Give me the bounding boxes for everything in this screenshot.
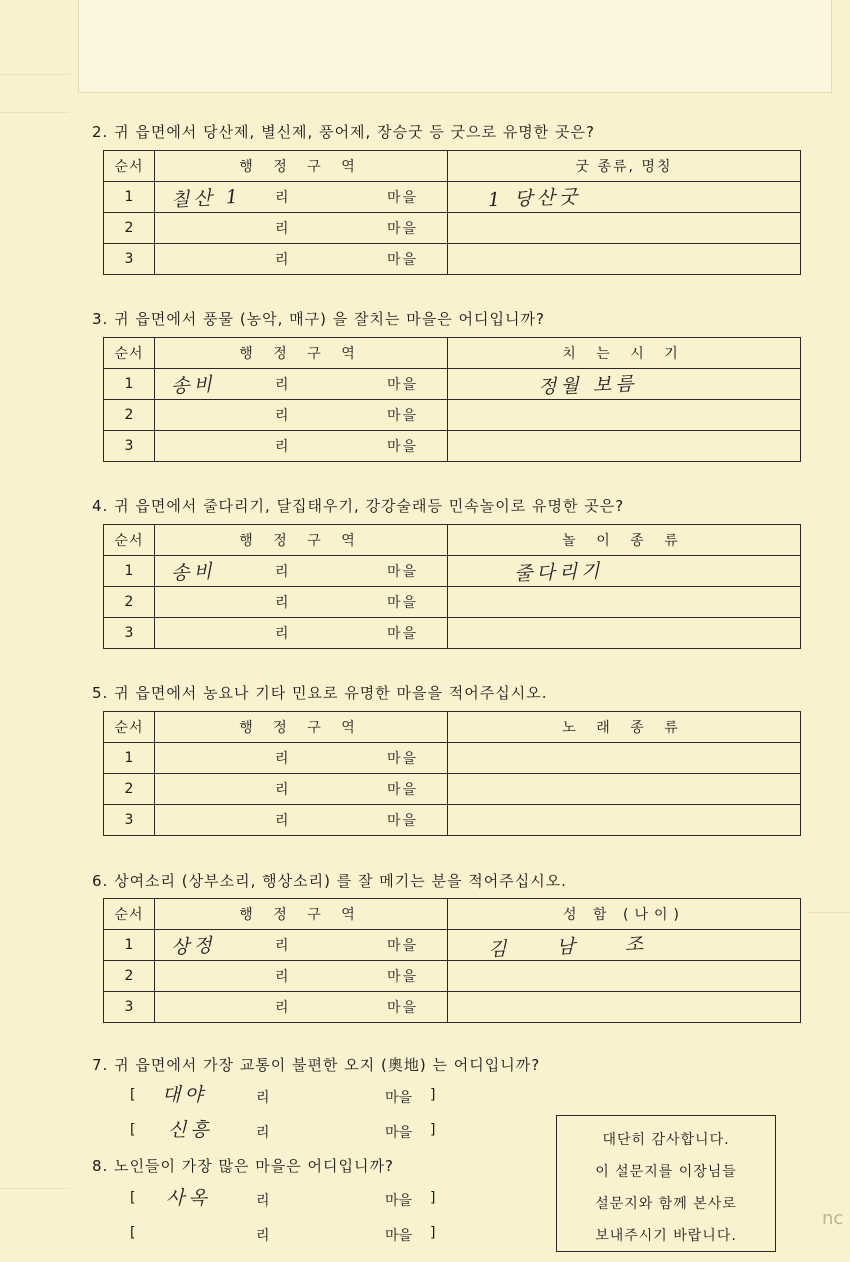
gut-type-header: 굿 종류, 명칭 xyxy=(448,151,801,182)
maeul-label: 마을 xyxy=(387,190,419,206)
table-row xyxy=(104,930,801,961)
table-row xyxy=(104,400,801,431)
ri-label: 리 xyxy=(256,1090,270,1106)
handwritten-answer: 1 당산굿 xyxy=(487,185,582,212)
maeul-label: 마을 xyxy=(387,751,419,767)
area-header: 행 정 구 역 xyxy=(155,525,448,556)
area-cell[interactable] xyxy=(155,431,448,462)
bracket-open: [ xyxy=(130,1190,136,1206)
row-number: 2 xyxy=(104,774,155,805)
table-row xyxy=(104,743,801,774)
table-row xyxy=(104,182,801,213)
answer-cell[interactable] xyxy=(448,805,801,836)
area-cell[interactable] xyxy=(155,244,448,275)
maeul-label: 마을 xyxy=(387,813,419,829)
area-header: 행 정 구 역 xyxy=(155,712,448,743)
maeul-label: 마을 xyxy=(385,1228,413,1244)
row-number: 3 xyxy=(104,618,155,649)
maeul-label: 마을 xyxy=(387,969,419,985)
maeul-label: 마을 xyxy=(385,1090,413,1106)
maeul-label: 마을 xyxy=(387,252,419,268)
answer-cell[interactable] xyxy=(448,587,801,618)
song-type-header: 노 래 종 류 xyxy=(448,712,801,743)
order-header: 순서 xyxy=(104,525,155,556)
question-2-table xyxy=(103,150,801,275)
area-header: 행 정 구 역 xyxy=(155,899,448,930)
question-5-title: 5. 귀 읍면에서 농요나 기타 민요로 유명한 마을을 적어주십시오. xyxy=(92,684,548,702)
table-row xyxy=(104,618,801,649)
bracket-open: [ xyxy=(130,1225,136,1241)
order-header: 순서 xyxy=(104,899,155,930)
ri-label: 리 xyxy=(275,595,289,611)
maeul-label: 마을 xyxy=(385,1125,413,1141)
ruled-line xyxy=(0,74,70,75)
row-number: 3 xyxy=(104,992,155,1023)
question-4-table xyxy=(103,524,801,649)
maeul-label: 마을 xyxy=(387,221,419,237)
row-number: 3 xyxy=(104,805,155,836)
question-3-table xyxy=(103,337,801,462)
table-row xyxy=(104,587,801,618)
answer-cell[interactable] xyxy=(448,930,801,961)
area-cell[interactable] xyxy=(155,556,448,587)
question-4-title: 4. 귀 읍면에서 줄다리기, 달집태우기, 강강술래등 민속놀이로 유명한 곳은? xyxy=(92,497,625,515)
ri-label: 리 xyxy=(275,1000,289,1016)
thanks-line: 이 설문지를 이장님들 xyxy=(595,1164,737,1180)
area-cell[interactable] xyxy=(155,774,448,805)
maeul-label: 마을 xyxy=(387,377,419,393)
row-number: 3 xyxy=(104,431,155,462)
area-cell[interactable] xyxy=(155,805,448,836)
bracket-close: ] xyxy=(430,1190,436,1206)
next-page-edge-text: nc xyxy=(822,1208,844,1229)
thanks-line: 보내주시기 바랍니다. xyxy=(595,1228,737,1244)
handwritten-village: 송비 xyxy=(170,560,217,585)
table-row xyxy=(104,961,801,992)
ri-label: 리 xyxy=(275,252,289,268)
bracket-open: [ xyxy=(130,1087,136,1103)
area-cell[interactable] xyxy=(155,369,448,400)
area-cell[interactable] xyxy=(155,400,448,431)
ri-label: 리 xyxy=(275,782,289,798)
answer-cell[interactable] xyxy=(448,961,801,992)
order-header: 순서 xyxy=(104,712,155,743)
maeul-label: 마을 xyxy=(387,1000,419,1016)
question-2-title: 2. 귀 읍면에서 당산제, 별신제, 풍어제, 장승굿 등 굿으로 유명한 곳은? xyxy=(92,123,596,141)
name-age-header: 성 함 (나이) xyxy=(448,899,801,930)
maeul-label: 마을 xyxy=(385,1193,413,1209)
area-cell[interactable] xyxy=(155,587,448,618)
row-number: 2 xyxy=(104,587,155,618)
answer-cell[interactable] xyxy=(448,556,801,587)
table-row xyxy=(104,805,801,836)
table-row xyxy=(104,369,801,400)
ri-label: 리 xyxy=(275,564,289,580)
ri-label: 리 xyxy=(256,1125,270,1141)
maeul-label: 마을 xyxy=(387,564,419,580)
table-row xyxy=(104,431,801,462)
ri-label: 리 xyxy=(256,1228,270,1244)
question-6-table xyxy=(103,898,801,1023)
table-row xyxy=(104,213,801,244)
ri-label: 리 xyxy=(275,938,289,954)
row-number: 1 xyxy=(104,182,155,213)
ri-label: 리 xyxy=(275,190,289,206)
area-cell[interactable] xyxy=(155,992,448,1023)
area-cell[interactable] xyxy=(155,182,448,213)
answer-cell[interactable] xyxy=(448,400,801,431)
maeul-label: 마을 xyxy=(387,938,419,954)
ri-label: 리 xyxy=(275,408,289,424)
answer-cell[interactable] xyxy=(448,244,801,275)
maeul-label: 마을 xyxy=(387,782,419,798)
row-number: 1 xyxy=(104,930,155,961)
maeul-label: 마을 xyxy=(387,626,419,642)
question-7-title: 7. 귀 읍면에서 가장 교통이 불편한 오지 (奧地) 는 어디입니까? xyxy=(92,1056,541,1074)
question-8-title: 8. 노인들이 가장 많은 마을은 어디입니까? xyxy=(92,1157,394,1175)
thank-you-box xyxy=(556,1115,776,1252)
ri-label: 리 xyxy=(256,1193,270,1209)
answer-cell[interactable] xyxy=(448,182,801,213)
ri-label: 리 xyxy=(275,377,289,393)
maeul-label: 마을 xyxy=(387,439,419,455)
handwritten-village: 대야 xyxy=(162,1084,207,1106)
ri-label: 리 xyxy=(275,221,289,237)
maeul-label: 마을 xyxy=(387,595,419,611)
answer-cell[interactable] xyxy=(448,369,801,400)
answer-cell[interactable] xyxy=(448,743,801,774)
handwritten-village: 사옥 xyxy=(166,1187,211,1209)
row-number: 1 xyxy=(104,369,155,400)
table-row xyxy=(104,992,801,1023)
bracket-close: ] xyxy=(430,1122,436,1138)
ruled-line xyxy=(0,1188,70,1189)
order-header: 순서 xyxy=(104,338,155,369)
handwritten-village: 신흥 xyxy=(168,1119,213,1141)
question-3-title: 3. 귀 읍면에서 풍물 (농악, 매구) 을 잘치는 마을은 어디입니까? xyxy=(92,310,545,328)
table-row xyxy=(104,774,801,805)
bracket-open: [ xyxy=(130,1122,136,1138)
play-time-header: 치 는 시 기 xyxy=(448,338,801,369)
area-cell[interactable] xyxy=(155,961,448,992)
order-header: 순서 xyxy=(104,151,155,182)
answer-cell[interactable] xyxy=(448,431,801,462)
row-number: 2 xyxy=(104,213,155,244)
handwritten-answer: 김 남 조 xyxy=(487,932,666,961)
answer-cell[interactable] xyxy=(448,774,801,805)
thanks-line: 대단히 감사합니다. xyxy=(602,1132,730,1148)
answer-cell[interactable] xyxy=(448,618,801,649)
area-cell[interactable] xyxy=(155,618,448,649)
handwritten-village: 칠산 1 xyxy=(170,185,243,212)
handwritten-answer: 정월 보름 xyxy=(537,372,638,399)
bracket-close: ] xyxy=(430,1087,436,1103)
question-5-table xyxy=(103,711,801,836)
ruled-line xyxy=(808,912,850,913)
ruled-line xyxy=(0,112,70,113)
previous-page-edge xyxy=(78,0,832,93)
ri-label: 리 xyxy=(275,751,289,767)
bracket-close: ] xyxy=(430,1225,436,1241)
ri-label: 리 xyxy=(275,969,289,985)
table-row xyxy=(104,556,801,587)
ri-label: 리 xyxy=(275,626,289,642)
handwritten-village: 상정 xyxy=(170,934,217,959)
row-number: 1 xyxy=(104,556,155,587)
table-row xyxy=(104,244,801,275)
area-cell[interactable] xyxy=(155,743,448,774)
area-cell[interactable] xyxy=(155,213,448,244)
answer-cell[interactable] xyxy=(448,213,801,244)
ri-label: 리 xyxy=(275,813,289,829)
maeul-label: 마을 xyxy=(387,408,419,424)
area-cell[interactable] xyxy=(155,930,448,961)
answer-cell[interactable] xyxy=(448,992,801,1023)
area-header: 행 정 구 역 xyxy=(155,151,448,182)
handwritten-answer: 줄다리기 xyxy=(513,559,604,586)
thanks-line: 설문지와 함께 본사로 xyxy=(595,1196,737,1212)
row-number: 1 xyxy=(104,743,155,774)
row-number: 2 xyxy=(104,400,155,431)
ri-label: 리 xyxy=(275,439,289,455)
question-6-title: 6. 상여소리 (상부소리, 행상소리) 를 잘 메기는 분을 적어주십시오. xyxy=(92,872,567,890)
row-number: 3 xyxy=(104,244,155,275)
area-header: 행 정 구 역 xyxy=(155,338,448,369)
row-number: 2 xyxy=(104,961,155,992)
game-type-header: 놀 이 종 류 xyxy=(448,525,801,556)
handwritten-village: 송비 xyxy=(170,373,217,398)
